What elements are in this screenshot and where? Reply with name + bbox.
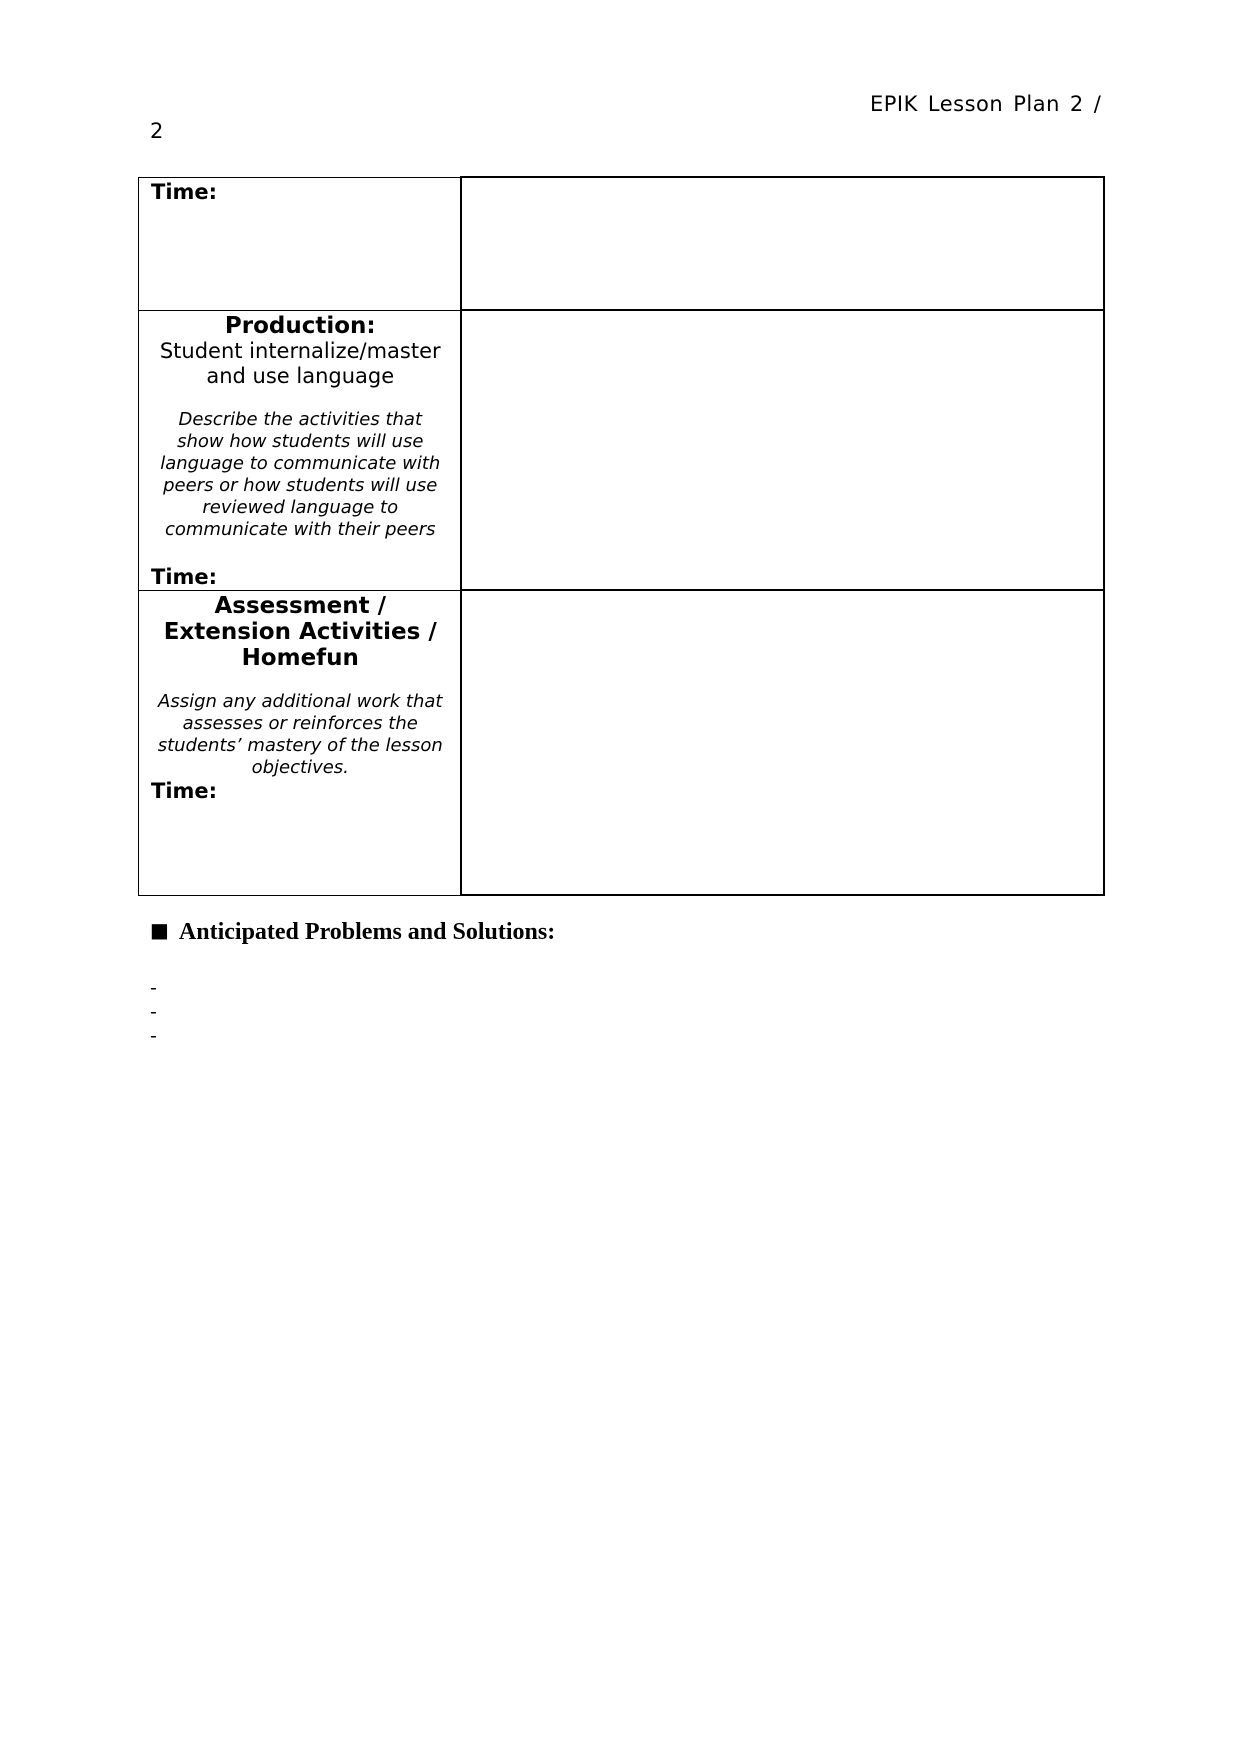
production-content-cell[interactable]: [461, 310, 1104, 590]
assessment-title-line: Homefun: [241, 644, 359, 671]
production-subtitle-line: Student internalize/master: [159, 338, 441, 363]
header-word: EPIK: [870, 92, 918, 116]
assessment-content-cell[interactable]: [461, 590, 1104, 895]
assessment-title-line: Extension Activities /: [163, 618, 437, 645]
production-subtitle-line: and use language: [206, 363, 395, 388]
assessment-title: [151, 591, 450, 671]
page-number: 2: [150, 119, 164, 143]
row1-label-cell: [139, 177, 461, 310]
production-description: [151, 409, 450, 541]
table-row: [139, 177, 1104, 310]
description-line: Describe the activities that: [178, 408, 423, 430]
description-line: Assign any additional work that: [158, 690, 443, 712]
header-title: [870, 92, 1101, 116]
square-bullet-icon: ■: [150, 918, 169, 942]
assessment-description: [151, 691, 450, 779]
production-title: Production:: [224, 312, 376, 339]
time-label: Time:: [151, 778, 218, 803]
description-line: objectives.: [251, 756, 349, 778]
time-label: Time:: [151, 179, 218, 204]
description-line: language to communicate with: [160, 452, 441, 474]
problems-heading-text: Anticipated Problems and Solutions:: [178, 919, 556, 945]
description-line: students’ mastery of the lesson: [157, 734, 443, 756]
problems-list: [150, 976, 157, 1048]
description-line: communicate with their peers: [164, 518, 436, 540]
description-line: reviewed language to: [202, 496, 399, 518]
description-line: assesses or reinforces the: [182, 712, 418, 734]
problems-heading: [150, 919, 555, 946]
lesson-plan-table: [138, 176, 1105, 896]
header-word: 2: [1069, 92, 1084, 116]
table-row: [139, 590, 1104, 895]
list-item[interactable]: -: [150, 977, 157, 999]
table-row: [139, 310, 1104, 590]
description-line: peers or how students will use: [163, 474, 438, 496]
assessment-title-line: Assessment /: [214, 592, 386, 619]
header-word: /: [1093, 92, 1102, 116]
header-word: Lesson: [927, 92, 1004, 116]
time-label: Time:: [151, 564, 218, 589]
header-word: Plan: [1013, 92, 1060, 116]
row1-content-cell[interactable]: [461, 177, 1104, 310]
production-subtitle: [151, 339, 450, 389]
description-line: show how students will use: [177, 430, 424, 452]
list-item[interactable]: -: [150, 1025, 157, 1047]
production-label-cell: [139, 310, 461, 590]
assessment-label-cell: [139, 590, 461, 895]
list-item[interactable]: -: [150, 1001, 157, 1023]
